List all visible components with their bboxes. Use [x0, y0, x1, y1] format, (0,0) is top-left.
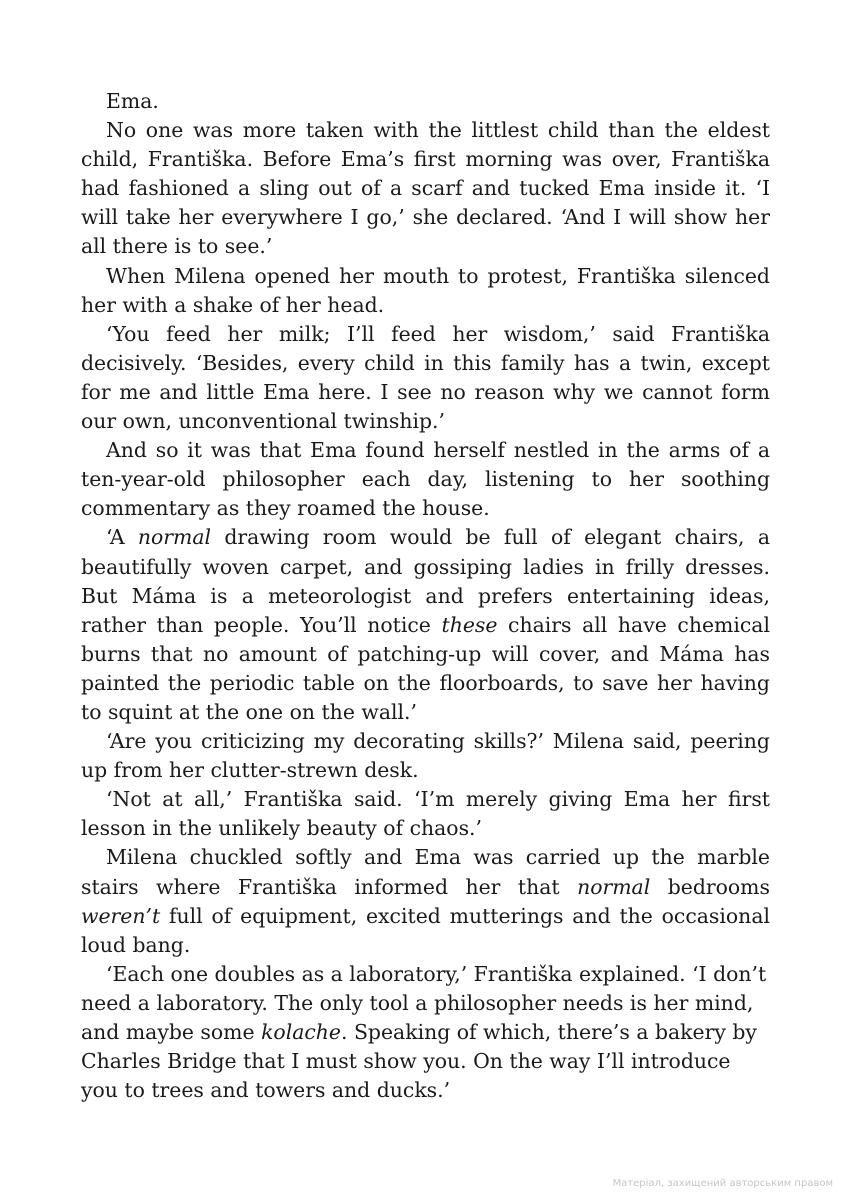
paragraph	[81, 320, 770, 436]
text-run: Milena chuckled softly and Ema was carried up the marble stairs where Františka informed her that	[81, 845, 770, 899]
copyright-watermark: Матеріал, захищений авторським правом	[612, 1178, 833, 1189]
italic-text: weren’t	[81, 903, 161, 928]
text-run: No one was more taken with the littlest child than the eldest child, Františka. Before Ema’s first morning was over, Františka had fashioned a sling out of a scarf and tucked Ema inside it. ‘I will take her everywhere I go,’ she declared. ‘And I will show her all there is to see.’	[81, 118, 770, 259]
paragraph	[81, 116, 770, 261]
text-run: Ema.	[106, 89, 159, 113]
text-run: ‘You feed her milk; I’ll feed her wisdom,’ said Františka decisively. ‘Besides, every child in this family has a twin, except for me and little Ema here. I see no reason why we cannot form our own, unconventional twinship.’	[81, 321, 770, 434]
text-run: And so it was that Ema found herself nestled in the arms of a ten-year-old philosopher each day, listening to her soothing commentary as they roamed the house.	[81, 438, 770, 521]
paragraph	[81, 523, 770, 727]
paragraph	[81, 843, 770, 959]
paragraph	[81, 87, 770, 116]
text-run: When Milena opened her mouth to protest, Františka silenced her with a shake of her head.	[81, 263, 770, 317]
paragraph	[81, 436, 770, 523]
italic-text: normal	[137, 525, 212, 550]
text-run: ‘A	[106, 525, 138, 550]
paragraph	[81, 262, 770, 320]
text-run: . Speaking of which, there’s a bakery by Charles Bridge that I must show you. On the way I’ll introduce you to trees and towers and ducks.’	[81, 1020, 757, 1103]
text-run: chairs all have chemical burns that no amount of patching-up will cover, and Máma has painted the periodic table on the floorboards, to save her having to squint at the one on the wall.’	[81, 612, 770, 724]
text-run: bedrooms	[650, 874, 770, 899]
paragraph	[81, 960, 770, 1105]
text-run: ‘Are you criticizing my decorating skills?’ Milena said, peering up from her clutter-strewn desk.	[81, 729, 770, 783]
text-run: full of equipment, excited mutterings and the occasional loud bang.	[81, 903, 770, 957]
italic-text: these	[441, 612, 498, 637]
paragraph	[81, 785, 770, 843]
book-page-body	[81, 87, 770, 1105]
paragraph	[81, 727, 770, 785]
text-run: drawing room would be full of elegant chairs, a beautifully woven carpet, and gossiping ladies in frilly dresses. But Máma is a meteorologist and prefers entertaining ideas, rather than people. You’ll notice	[81, 525, 770, 637]
text-run: ‘Each one doubles as a laboratory,’ Františka explained. ‘I don’t need a laboratory. The only tool a philosopher needs is her mind, and maybe some	[81, 961, 767, 1044]
italic-text: normal	[577, 874, 651, 899]
italic-text: kolache	[261, 1020, 341, 1044]
text-run: ‘Not at all,’ Františka said. ‘I’m merely giving Ema her first lesson in the unlikely beauty of chaos.’	[81, 787, 770, 841]
